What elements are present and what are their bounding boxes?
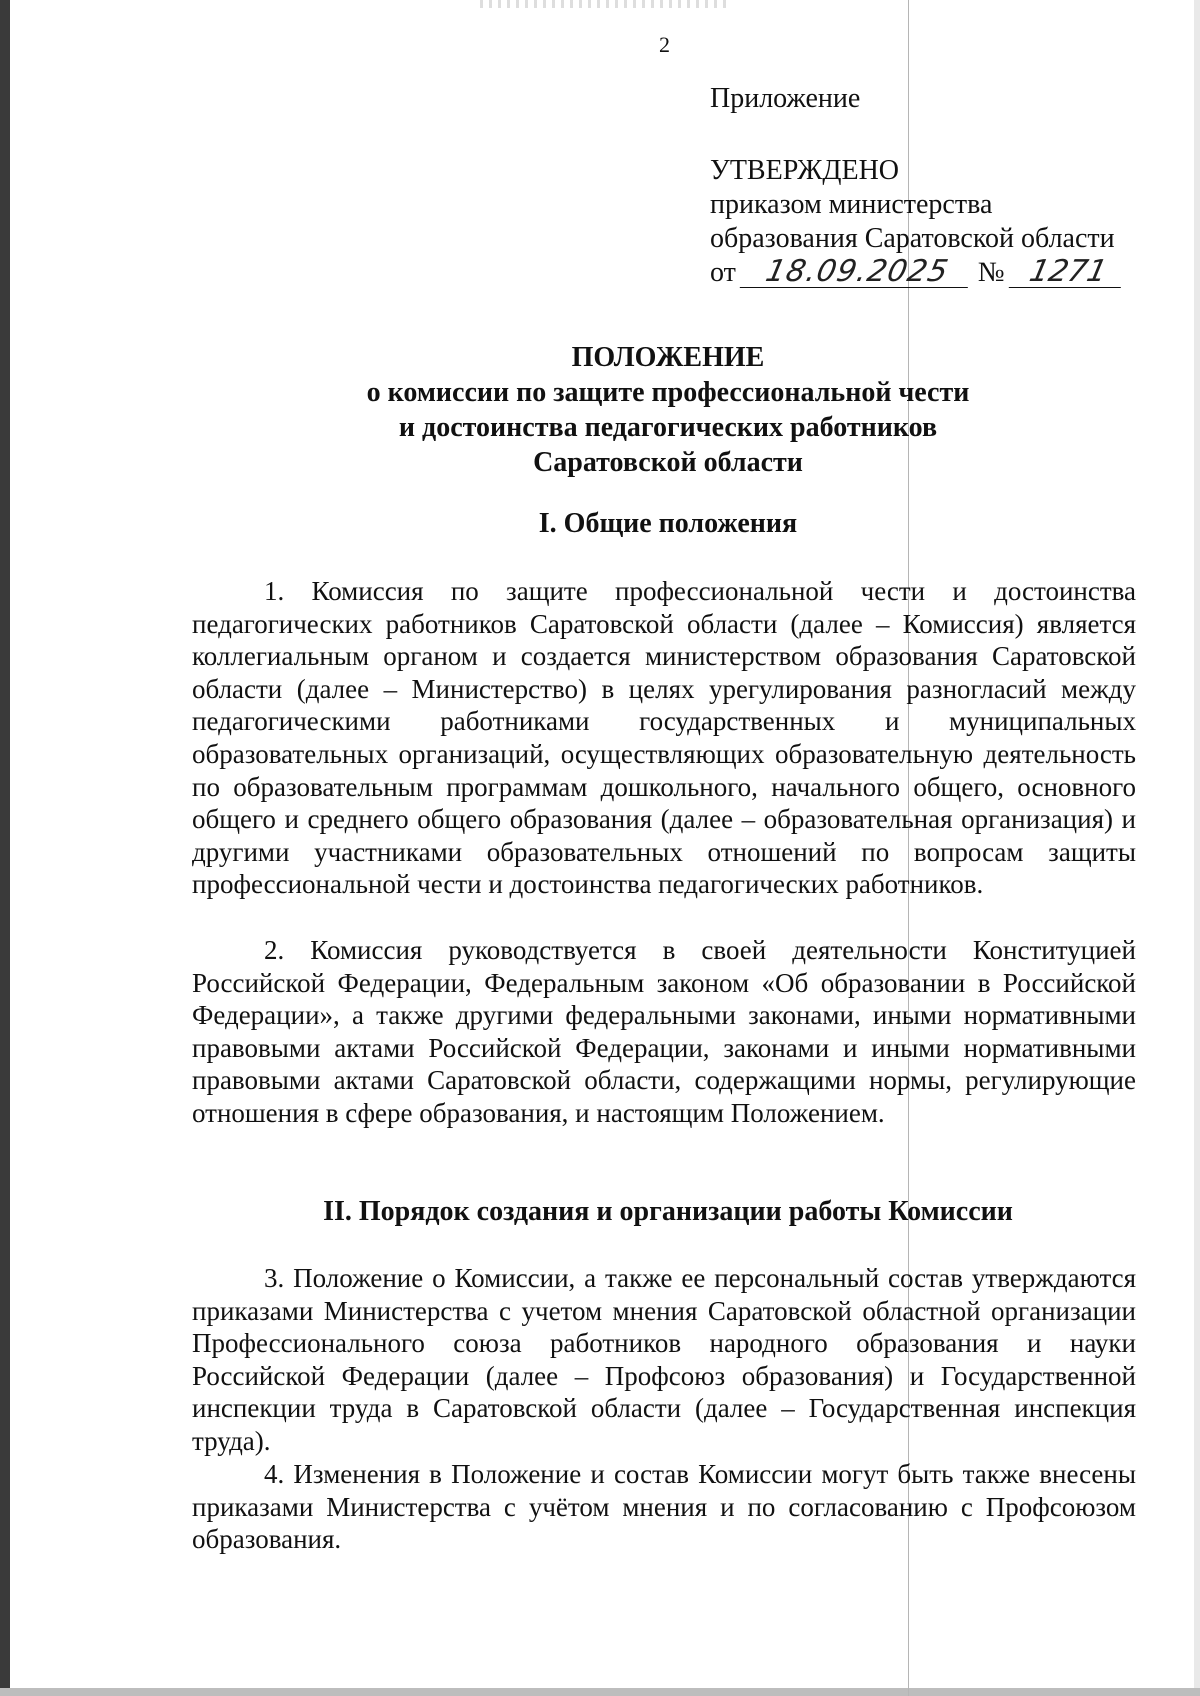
scan-right-border xyxy=(1194,0,1200,1696)
number-label: № xyxy=(977,257,1005,288)
approved-by-line-1: приказом министерства xyxy=(710,189,993,220)
handwritten-order-number: 1271 xyxy=(1008,257,1127,288)
title-line-1: о комиссии по защите профессиональной чести xyxy=(366,377,970,408)
paragraph-1: 1. Комиссия по защите профессиональной чести и достоинства педагогических работников Саратовской области (далее – Комиссия) является коллегиальным органом и создается министерством образования Саратовской области (далее – Министерство) в целях урегулирования разногласий между педагогическими работниками государственных и муниципальных образовательных организаций, осуществляющих образовательную деятельность по образовательным программам дошкольного, начального общего, основного общего и среднего общего образования (далее – образовательная организация) и другими участниками образовательных отношений по вопросам защиты профессиональной чести и достоинства педагогических работников. xyxy=(192,576,1136,900)
handwritten-order-date: 18.09.2025 xyxy=(740,257,975,288)
paragraph-4: 4. Изменения в Положение и состав Комиссии могут быть также внесены приказами Министерства с учётом мнения и по согласованию с Профсоюзом образования. xyxy=(192,1459,1136,1555)
approved-label: УТВЕРЖДЕНО xyxy=(710,155,900,186)
document-title xyxy=(190,340,1146,480)
order-reference-row xyxy=(710,256,1150,290)
title-line-2: и достоинства педагогических работников xyxy=(398,412,938,443)
paragraph-3: 3. Положение о Комиссии, а также ее персональный состав утверждаются приказами Министерства с учетом мнения Саратовской областной организации Профессионального союза работников народного образования и науки Российской Федерации (далее – Профсоюз образования) и Государственной инспекции труда в Саратовской области (далее – Государственная инспекция труда). xyxy=(192,1263,1136,1456)
from-label: от xyxy=(710,257,736,288)
title-line-3: Саратовской области xyxy=(533,447,803,478)
section-1-heading: I. Общие положения xyxy=(538,508,798,539)
paragraph-2: 2. Комиссия руководствуется в своей деятельности Конституцией Российской Федерации, Федеральным законом «Об образовании в Российской Федерации», а также другими федеральными законами, иными нормативными правовыми актами Российской Федерации, законами и иными нормативными правовыми актами Саратовской области, содержащими нормы, регулирующие отношения в сфере образования, и настоящим Положением. xyxy=(192,935,1136,1128)
scan-left-border xyxy=(0,0,10,1696)
scan-smudge xyxy=(480,0,730,8)
appendix-label: Приложение xyxy=(710,83,861,114)
section-2-heading: II. Порядок создания и организации работы Комиссии xyxy=(323,1196,1013,1227)
approval-block xyxy=(710,82,1150,290)
title-main: ПОЛОЖЕНИЕ xyxy=(571,342,765,373)
page-number: 2 xyxy=(659,32,670,57)
approved-by-line-2: образования Саратовской области xyxy=(710,223,1115,254)
scan-bottom-border xyxy=(0,1688,1200,1696)
